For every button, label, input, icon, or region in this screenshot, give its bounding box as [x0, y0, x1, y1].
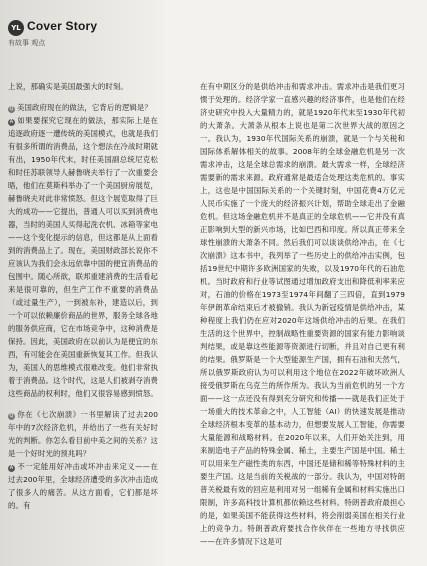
question-marker-icon: Q — [9, 105, 14, 112]
right-column — [200, 80, 405, 560]
answer-1 — [8, 114, 158, 400]
question-1-text: 美国政府现在的做法，它背后的逻辑是？ — [17, 103, 152, 112]
intro-paragraph: 上说，那确实是美国最强大的时刻。 — [8, 82, 128, 91]
question-marker-icon: Q — [9, 412, 14, 419]
answer-2-text: 不一定能用好冲击或坏冲击来定义——在过去200年里，全球经济遭受的多次冲击造成了很多人的痛苦。从这方面看，它们都是坏的。有 — [8, 462, 158, 510]
section-header — [8, 18, 158, 58]
answer-1-text: 如果要探究它现在的做法，那实际上是在追逐政府逐一遭传统的美国模式，也就是我们有很多所谓的消费品，这个想法在冷战时期就有出，1950年代末，时任美国副总统尼克松和时任苏联领导人赫鲁晓夫举行了一次重要会晤，他们在莫斯科举办了一个美国厨房展览，赫鲁晓夫对此非常愤怒。但这个展览取得了巨大的成功——它提出，普通人可以买到消费电器，当时的美国人买得起洗衣机、冰箱等家电——这个变化提示的信息，但这都是从上面看到的消费品上了。现在，美国财政部长说你不应该认为我们会永远依靠中国的便宜消费品的包围中。随心所欲，联邦重建消费的生活看起来是很可靠的，但生产工作不重要的消费品（或过量生产），一到被东补，建造以后，到一个可以依赖廉价商品的世界，服务全球各地的服务供应商，它在市场竞争中，这种消费是保持。因此，美国政府在以前认为是便宜的东西，有可能会在美国重新恢复其工作。但我认为，美国人的思维模式很难改变。他们非常执着于消费品。这个时代，这是人们被剥夺消费这些商品的权利时，他们又很容易感到愤怒。 — [8, 116, 158, 398]
question-1 — [8, 101, 158, 114]
magazine-logo-badge: YL — [8, 20, 24, 36]
question-2-text: 你在《七次崩溃》一书里解读了过去200年中的7次经济危机，并给出了一些有关好时光的判断。你怎么看目前中美之间的关系？这是一个好时光的预兆吗？ — [8, 410, 158, 458]
section-subtitle: 有故事 观点 — [8, 39, 46, 47]
body-paragraph: 在有中期区分的是供给冲击和需求冲击。需求冲击是我们更习惯于处理的。经济学家一直感兴趣的经济事件，也是他们在经济史研究中投入大量精力的，就是1920年代末至1930年代初的大萧条。大萧条从根本上说也是第二次世界大战的原因之一。我认为，1930年代国际关系的崩溃，就是一个与关税和国际体系解体相关的故事。2008年的全球金融危机是另一次需求冲击，这是全球总需求的崩溃。最大需求一样，全球经济需要新的需求来源。政府通常是最适合处理这类危机的。事实上，这也是中国国际关系的一个关键时刻，中国花费4万亿元人民币实施了一个庞大的经济振兴计划，帮助全球走出了金融危机。但这场金融危机并不是真正的全球危机——它并没有真正影响到大型的新兴市场，比如巴西和印度。所以真正带来全球性崩溃的大萧条不同。然后我们可以谈谈供给冲击，在《七次崩溃》这本书中，我列举了一些历史上的供给冲击实例，包括19世纪中期许多欧洲国家的失败，以及1970年代的石油危机。当时政府和行业等试图通过增加政府支出和降低利率来应对，石油的价格在1973至1974年间翻了三四倍，直到1979年伊朗革命结束后才被撤销。我认为新冠疫情是供给冲击，某种程度上我们仍在应对2020年这场供给冲击的后果。在我们生活的这个世界中，控制战略性重要资源的国家有能力影响谈判结果，或是靠这些能源等资源进行切断，并且对自己更有利的结果。俄罗斯是一个大型能源生产国，拥有石油和天然气，所以俄罗斯政府认为可以利用这个地位在2022年破坏欧洲人接受俄罗斯在乌克兰的所作所为。我认为当前危机的另一个方面——这一点还没有得到充分研究和传播——就是我们正处于一场重大的技术革命之中，人工智能（AI）的快速发展是推动全球经济根本变革的基本动力，但想要发展人工智能，你需要大量能源和战略材料。在2020年以来，人们开始关注到，用来制造电子产品的特殊金属、稀土，主要生产国是中国。稀土可以用来生产磁性类的东西，中国还是储和稀等特殊材料的主要生产国。这是当前的关税战的一部分。我认为，中国对特朗普关税最有效的回应是利用对另一组稀有金属和材料实施出口限制，许多高科技计算机都依赖这些材料。特朗普政府最担心的是，如果美国不能获得这些材料，将会削弱美国在相关行业上的竞争力。特朗普政府要找合作伙伴在一些地方寻找供应——在许多情况下这是可 — [200, 82, 405, 546]
question-2 — [8, 408, 158, 460]
section-title: Cover Story — [27, 19, 98, 33]
left-column — [8, 80, 158, 550]
answer-marker-icon: A — [9, 464, 14, 471]
answer-marker-icon: A — [9, 118, 14, 125]
answer-2 — [8, 460, 158, 512]
